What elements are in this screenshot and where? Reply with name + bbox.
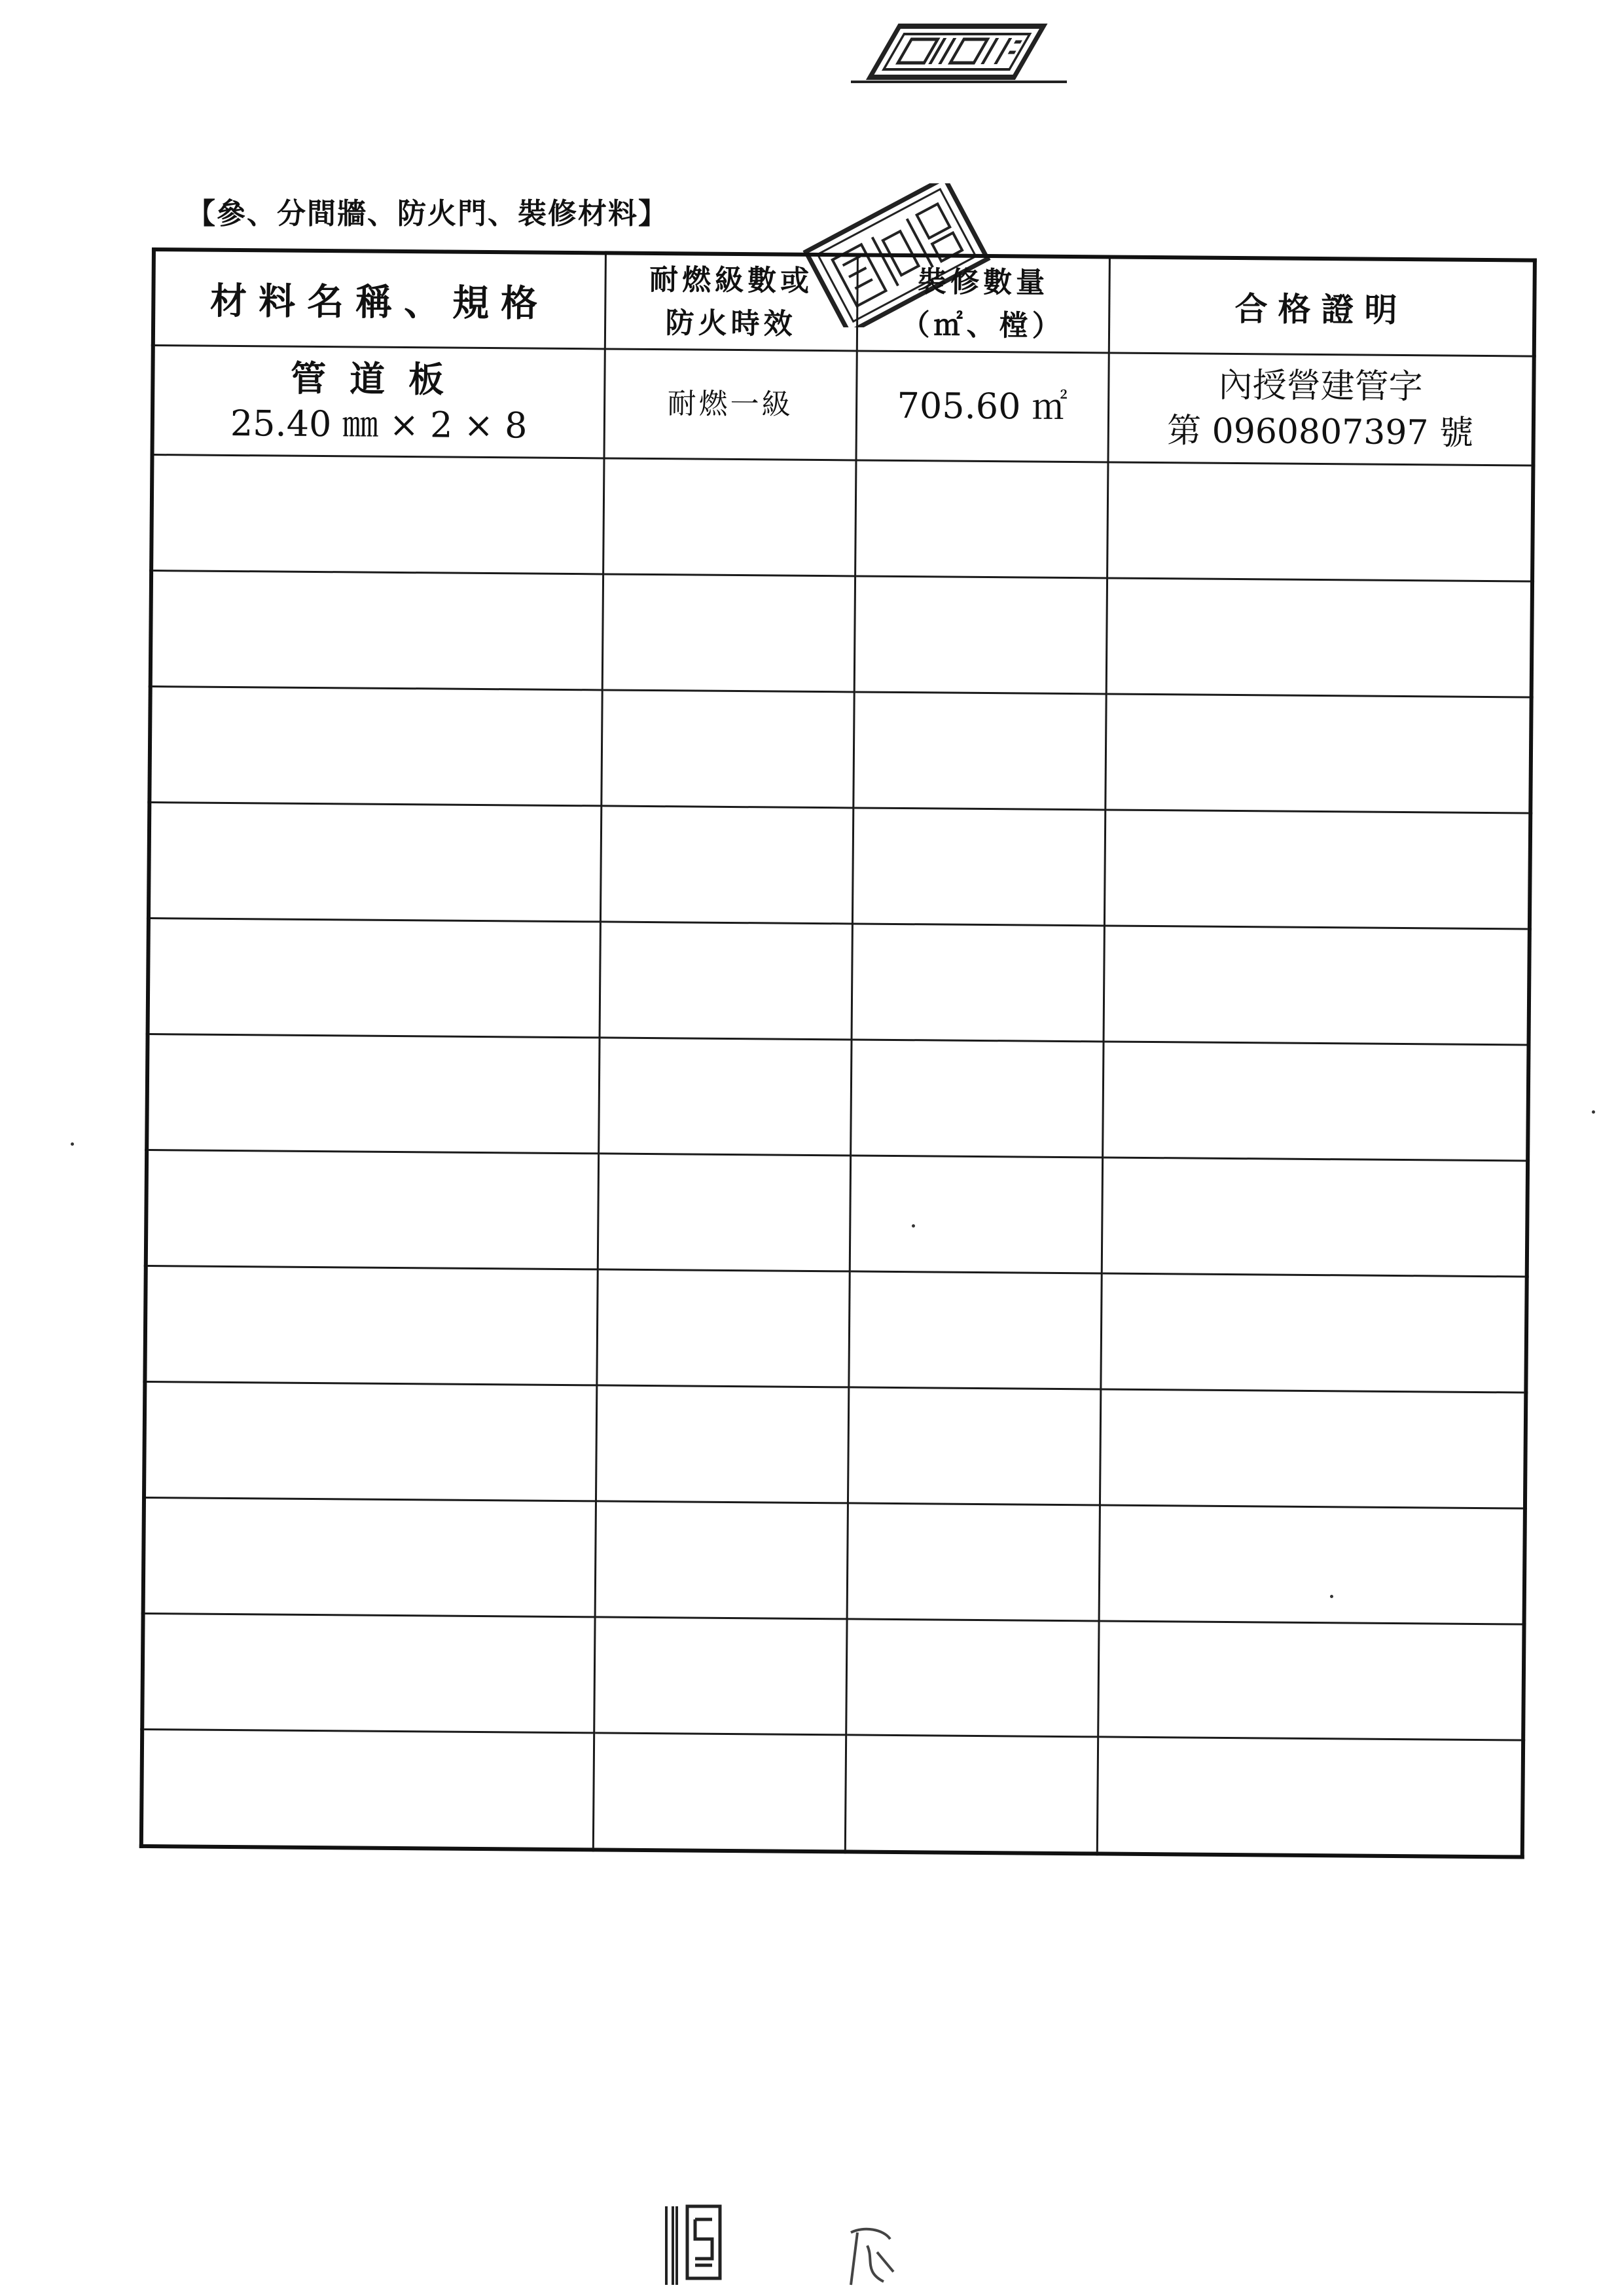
table-row (148, 918, 1530, 1045)
cell-fire-rating (596, 1385, 848, 1503)
cell-fire-rating (603, 458, 855, 576)
cell-certificate (1104, 810, 1530, 929)
cell-quantity (854, 576, 1107, 694)
material-spec: 25.40 ㎜ × 2 × 8 (230, 402, 528, 446)
handwritten-mark (838, 2219, 903, 2291)
cell-material-name (151, 571, 603, 690)
scan-speck (912, 1224, 915, 1228)
header-fire-rating-line2: 防火時效 (665, 306, 797, 341)
cell-quantity (847, 1503, 1100, 1621)
cell-material-name (141, 1729, 594, 1850)
table-row (145, 1266, 1526, 1393)
official-seal-stamp (851, 20, 1067, 85)
table-row (143, 1497, 1525, 1624)
cell-quantity (850, 1156, 1102, 1273)
cell-quantity (850, 1040, 1103, 1157)
cell-material-name (149, 802, 601, 921)
certificate-line1: 內授營建管字 (1218, 365, 1423, 407)
table-row (149, 802, 1530, 929)
cell-quantity (848, 1271, 1101, 1389)
cell-fire-rating (600, 806, 853, 924)
cell-material-name (151, 455, 603, 574)
table-row (142, 1613, 1524, 1740)
header-quantity-line1: 裝修數量 (917, 265, 1049, 300)
cell-fire-rating (602, 574, 855, 692)
cell-certificate (1098, 1621, 1524, 1740)
cell-fire-rating (593, 1733, 846, 1852)
scan-speck (1330, 1595, 1333, 1598)
scan-speck (1592, 1110, 1595, 1114)
cell-fire-rating (598, 1154, 850, 1271)
cell-quantity (853, 692, 1106, 810)
material-name: 管道板 (290, 357, 468, 401)
cell-certificate (1107, 353, 1534, 465)
cell-quantity (846, 1619, 1098, 1737)
cell-quantity (855, 460, 1107, 578)
header-fire-rating (605, 253, 857, 351)
cell-certificate (1100, 1273, 1526, 1393)
cell-material-name (149, 687, 602, 806)
cell-certificate (1100, 1389, 1526, 1508)
section-title: 【參、分間牆、防火門、裝修材料】 (187, 197, 668, 230)
quantity-value: 705.60 ㎡ (897, 384, 1068, 428)
table-row (144, 1381, 1526, 1508)
cell-material-name (142, 1613, 594, 1732)
cell-fire-rating (598, 1038, 851, 1156)
cell-certificate (1097, 1737, 1523, 1857)
cell-quantity (845, 1735, 1098, 1854)
header-quantity (857, 255, 1109, 353)
page-number-stamp (661, 2200, 733, 2291)
cell-certificate (1106, 578, 1532, 697)
table-row (141, 1729, 1523, 1857)
table-row (151, 571, 1532, 698)
cell-fire-rating (596, 1269, 849, 1387)
cell-quantity (848, 1387, 1100, 1505)
cell-certificate (1099, 1505, 1525, 1624)
scan-speck (71, 1142, 74, 1146)
materials-table (139, 247, 1537, 1859)
cell-material-name (145, 1266, 597, 1385)
fire-rating-value: 耐燃一級 (667, 387, 793, 422)
table-row (146, 1150, 1528, 1277)
header-quantity-line2: （㎡、樘） (901, 308, 1065, 343)
cell-material-name (144, 1381, 596, 1501)
cell-material-name (146, 1150, 598, 1269)
header-name-spec (153, 249, 605, 349)
cell-quantity (852, 924, 1104, 1042)
cell-quantity (855, 351, 1108, 462)
cell-certificate (1102, 1042, 1528, 1161)
cell-fire-rating (594, 1617, 846, 1735)
cell-fire-rating (595, 1501, 848, 1619)
table-row (151, 455, 1533, 582)
table-row (153, 346, 1534, 466)
cell-fire-rating (603, 349, 856, 460)
header-certificate-label: 合格證明 (1234, 289, 1408, 330)
cell-material-name (147, 1034, 599, 1153)
cell-certificate (1105, 694, 1531, 813)
certificate-line2: 第 0960807397 號 (1166, 411, 1474, 453)
header-fire-rating-line1: 耐燃級數或 (649, 263, 814, 298)
cell-material-name (148, 918, 600, 1037)
table-row (149, 687, 1531, 814)
cell-fire-rating (601, 690, 854, 808)
cell-certificate (1102, 1157, 1528, 1277)
materials-table-container (139, 247, 1533, 1829)
cell-certificate (1104, 926, 1530, 1045)
cell-fire-rating (600, 922, 852, 1040)
header-name-spec-label: 材料名稱、規格 (209, 279, 550, 325)
cell-quantity (852, 808, 1105, 926)
header-certificate (1109, 257, 1535, 356)
cell-material-name (143, 1497, 596, 1616)
table-row (147, 1034, 1528, 1161)
cell-certificate (1107, 462, 1533, 581)
cell-material-name (153, 346, 605, 458)
table-header-row (153, 249, 1535, 356)
